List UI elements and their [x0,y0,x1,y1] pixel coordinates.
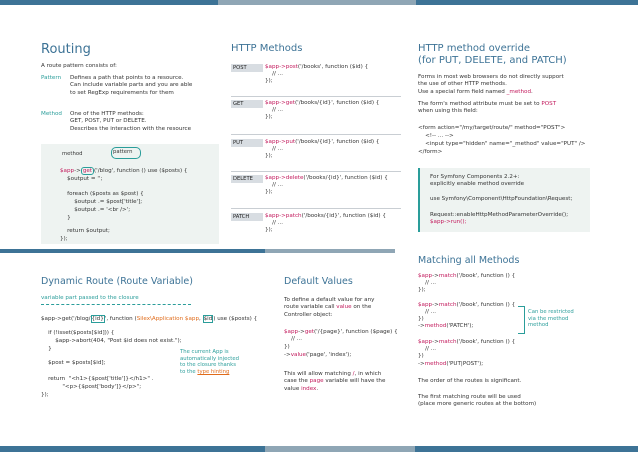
match-code-3c: }) [418,353,424,359]
dynamic-code-line-7: "<p>{$post['body']}</p>"; [41,384,142,390]
method-tag: PATCH [231,213,263,221]
code-rest: ('/blog', function () use ($posts) { [94,168,188,174]
method-code-end: }); [265,78,273,84]
override-box-line-4: Request::enableHttpMethodParameterOverride(); [430,212,569,218]
match-code-2b: // ... [418,309,436,315]
method-code-end: }); [265,189,273,195]
matching-title: Matching all Methods [418,255,520,266]
defaults-code-4: ->value('page', 'index'); [284,352,352,358]
bottom-bar-left [0,446,265,452]
method-label: Method [41,111,62,117]
override-title-2: (for PUT, DELETE, and PATCH) [418,55,567,66]
pattern-desc: Defines a path that points to a resource. Can include variable parts and you are able to set RegExp requirements for them [70,75,193,96]
dynamic-code-line-2: if (!isset($posts[$id])) { [41,330,115,336]
routing-code-line-4: $output .= $post['title']; [60,199,143,205]
routing-code-box [41,144,219,244]
pattern-label: Pattern [41,75,62,81]
dynamic-code-line-6: return "<h1>{$post['title']}</h1>" . [41,376,154,382]
code-get: get [82,168,92,174]
dynamic-code-line-1: $app->get('/blog/{id}', function (Silex\Application $app, $id) use ($posts) { [41,316,258,322]
method-tag: DELETE [231,175,263,183]
method-code-end: }); [265,227,273,233]
override-code-2: <!-- ... --> [418,133,454,139]
method-code-body: // ... [265,71,283,77]
match-note: Can be restricted via the method method [528,309,574,329]
routing-code-line-6: } [60,215,71,221]
match-code-1: $app->match('/book', function () { [418,273,516,279]
method-tag: POST [231,64,263,72]
defaults-title: Default Values [284,276,353,287]
bottom-bar-mid [265,446,415,452]
routing-code-line-8: }); [60,236,68,242]
dynamic-code-line-4: } [41,346,52,352]
method-code-body: // ... [265,220,283,226]
match-code-1c: }); [418,287,426,293]
override-box-line-3: use Symfony\Component\HttpFoundation\Request; [430,196,573,202]
mid-bar-mid [265,249,395,253]
mid-bar-left [0,249,265,253]
override-box-line-2: explicitly enable method override [430,181,525,187]
match-p2: The first matching route will be used (place more generic routes at the bottom) [418,394,537,408]
method-code-body: // ... [265,107,283,113]
defaults-code-3: }) [284,344,290,350]
match-code-3b: // ... [418,346,436,352]
method-code: $app->delete('/books/{id}', function ($id) { [265,175,388,181]
annotation-pattern: pattern [113,149,133,155]
dynamic-sub-line [41,304,191,305]
match-code-2c: }) [418,316,424,322]
routing-code-line-2: $output = ''; [60,176,103,182]
override-code-4: </form> [418,149,443,155]
override-code-3: <input type="hidden" name="_method" value="PUT" /> [418,141,586,147]
method-code-end: }); [265,153,273,159]
method-row-delete [231,175,401,205]
method-code-end: }); [265,114,273,120]
override-p2: The form's method attribute must be set to POST when using this field: [418,101,557,115]
match-code-1b: // ... [418,280,436,286]
code-op: -> [74,168,81,174]
defaults-code-1: $app->get('/{page}', function ($page) { [284,329,398,335]
dynamic-code-line-8: }); [41,392,49,398]
defaults-p1: To define a default value for any route variable call value on the Controller object: [284,297,375,318]
top-bar-mid [218,0,416,5]
override-box-line-5: $app->run(); [430,219,467,225]
method-code-body: // ... [265,182,283,188]
method-code: $app->patch('/books/{id}', function ($id) { [265,213,386,219]
override-note-box [418,168,590,232]
method-code-body: // ... [265,146,283,152]
methods-divider [231,208,401,209]
method-code: $app->put('/books/{id}', function ($id) { [265,139,380,145]
routing-code-line-3: foreach ($posts as $post) { [60,191,144,197]
bottom-bar-right [415,446,638,452]
match-code-3: $app->match('/book', function () { [418,339,516,345]
override-note-accent [418,168,420,232]
method-code: $app->get('/books/{id}', function ($id) { [265,100,380,106]
method-desc: One of the HTTP methods: GET, POST, PUT or DELETE. Describes the interaction with the resource [70,111,192,132]
match-p1: The order of the routes is significant. [418,378,522,384]
override-p1: Forms in most web browsers do not directly support the use of other HTTP methods. Use a special form field named _method. [418,74,564,95]
routing-code-line-5: $output .= '<br />'; [60,207,131,213]
defaults-p2: This will allow matching /, in which case the page variable will have the value index. [284,371,386,392]
top-bar-left [0,0,218,5]
routing-code-line-1 [60,168,187,175]
methods-divider [231,134,401,135]
dynamic-code-line-3: $app->abort(404, "Post $id does not exist."); [41,338,182,344]
dynamic-code-line-5: $post = $posts[$id]; [41,360,106,366]
method-row-put [231,139,401,169]
annotation-method: method [62,151,83,157]
method-row-get [231,100,401,130]
routing-intro: A route pattern consists of: [41,63,117,69]
code-var: $app [60,168,75,174]
methods-divider [231,171,401,172]
override-code-1: <form action="/my/target/route/" method="POST"> [418,125,566,131]
method-tag: PUT [231,139,263,147]
methods-divider [231,96,401,97]
match-code-2: $app->match('/book', function () { [418,302,516,308]
routing-title: Routing [41,42,91,57]
dynamic-subtitle: variable part passed to the closure [41,295,139,301]
method-row-post [231,64,401,94]
method-tag: GET [231,100,263,108]
annotation-pattern-circle [111,147,141,159]
defaults-code-2: // ... [284,336,302,342]
dynamic-note: The current App is automatically injected to the closure thanks to the type hinting [180,349,239,375]
match-code-2d: ->method('PATCH'); [418,323,474,329]
http-methods-title: HTTP Methods [231,43,303,54]
dynamic-title: Dynamic Route (Route Variable) [41,276,193,287]
match-note-bracket [518,306,525,334]
top-bar-right [416,0,638,5]
match-code-3d: ->method('PUT|POST'); [418,361,484,367]
routing-code-line-7: return $output; [60,228,110,234]
override-title-1: HTTP method override [418,43,531,54]
method-row-patch [231,213,401,243]
method-code: $app->post('/books', function ($id) { [265,64,369,70]
override-box-line-1: For Symfony Components 2.2+: [430,174,520,180]
